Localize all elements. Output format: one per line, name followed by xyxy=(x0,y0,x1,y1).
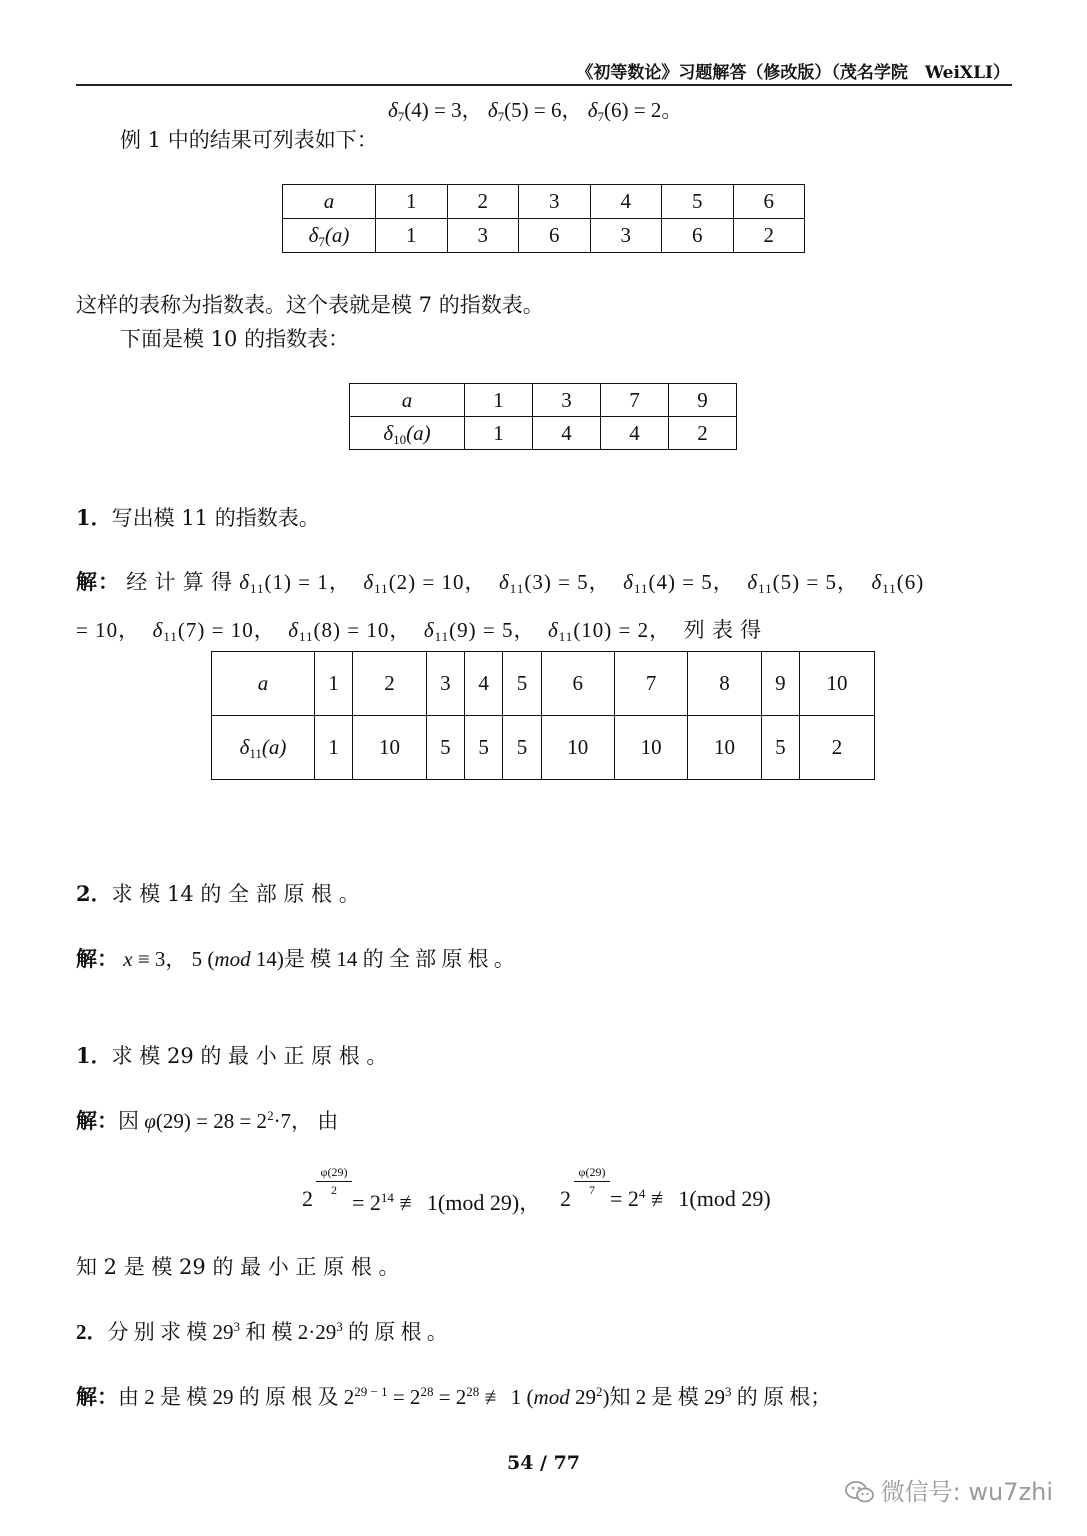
problem-3-question: 1．求 模 29 的 最 小 正 原 根 。 xyxy=(76,1043,388,1068)
table-cell: 4 xyxy=(601,417,669,450)
problem-1-question: 1．写出模 11 的指数表。 xyxy=(76,505,320,530)
problem-3-conclusion: 知 2 是 模 29 的 最 小 正 原 根 。 xyxy=(76,1255,400,1279)
table-cell: 6 xyxy=(541,652,614,716)
table-cell: 1 xyxy=(315,652,353,716)
table-row xyxy=(350,384,737,417)
table-cell: 9 xyxy=(669,384,737,417)
table-cell: 9 xyxy=(761,652,799,716)
problem-3-solution: 解：因 $\varphi(29) = 28 = 2^2\cdot 7$， 由 xyxy=(76,1108,339,1133)
table-cell: 5 xyxy=(503,652,541,716)
table-cell: 6 xyxy=(519,219,591,253)
table-cell: 3 xyxy=(590,219,662,253)
table-cell: 5 xyxy=(761,716,799,780)
table-cell: 2 xyxy=(353,652,426,716)
table-cell: 10 xyxy=(800,652,875,716)
wechat-icon xyxy=(845,1481,875,1503)
table-cell: 3 xyxy=(533,384,601,417)
intro-formula: $\delta_7(4) = 3$， $\delta_7(5) = 6$， $\delta_7(6) = 2$。 xyxy=(388,98,683,124)
table-cell: 2 xyxy=(800,716,875,780)
watermark: 微信号: wu7zhi xyxy=(845,1472,1053,1507)
table-cell: 6 xyxy=(662,219,734,253)
table-cell: 7 xyxy=(614,652,687,716)
table-cell: 4 xyxy=(533,417,601,450)
index-table-mod11 xyxy=(211,651,875,780)
table-head-cell: a xyxy=(212,652,315,716)
example-text: 例 1 中的结果可列表如下： xyxy=(120,128,378,152)
table-cell: 10 xyxy=(541,716,614,780)
table-cell: 2 xyxy=(447,185,519,219)
table-description: 这样的表称为指数表。这个表就是模 7 的指数表。 xyxy=(76,293,544,317)
table-cell: 4 xyxy=(464,652,502,716)
table-head-cell: $\delta_7(a)$ xyxy=(283,219,376,253)
table-cell: 3 xyxy=(519,185,591,219)
table-cell: 10 xyxy=(614,716,687,780)
table-cell: 10 xyxy=(353,716,426,780)
table-cell: 1 xyxy=(376,185,448,219)
problem-4-question: 2．分 别 求 模 $29^3$ 和 模 $2\cdot 29^3$ 的 原 根 。 xyxy=(76,1319,448,1344)
table-cell: 5 xyxy=(464,716,502,780)
problem-4-solution: 解：由 2 是 模 29 的 原 根 及 $2^{29 - 1} = 2^{28} = 2^{28}$ ≢ 1 (mod $29^2$)知 2 是 模 $29^3$ 的 原 根； xyxy=(76,1384,832,1409)
table-cell: 6 xyxy=(733,185,805,219)
table-cell: 5 xyxy=(662,185,734,219)
problem-2-question: 2．求 模 14 的 全 部 原 根 。 xyxy=(76,881,360,906)
table-cell: 1 xyxy=(465,417,533,450)
table-head-cell: $\delta_{10}(a)$ xyxy=(350,417,465,450)
mod10-intro: 下面是模 10 的指数表： xyxy=(120,327,350,351)
table-cell: 5 xyxy=(426,716,464,780)
problem-1-solution-line2: = 10， $\delta_{11}(7) = 10$， $\delta_{11}(8) = 10$， $\delta_{11}(9) = 5$， $\delta_{11}(10) = 2$， 列 表 得 xyxy=(76,618,763,644)
table-cell: 7 xyxy=(601,384,669,417)
header-rule xyxy=(76,84,1012,86)
table-cell: 8 xyxy=(688,652,761,716)
table-row xyxy=(283,185,805,219)
page-number: 54 / 77 xyxy=(506,1452,581,1474)
table-head-cell: $\delta_{11}(a)$ xyxy=(212,716,315,780)
table-row xyxy=(212,716,875,780)
table-cell: 5 xyxy=(503,716,541,780)
table-cell: 1 xyxy=(376,219,448,253)
fraction-exponent: φ(29) 7 xyxy=(574,1165,610,1198)
display-formula: 2 φ(29) 2 = $2^{14}$ ≢ 1(mod 29)， 2 φ(29) 7 = $2^4$ ≢ 1(mod 29) xyxy=(302,1165,771,1215)
table-row xyxy=(283,219,805,253)
table-row xyxy=(350,417,737,450)
table-cell: 1 xyxy=(465,384,533,417)
table-cell: 3 xyxy=(447,219,519,253)
problem-1-solution-line1: 解： 经 计 算 得 $\delta_{11}(1) = 1$， $\delta_{11}(2) = 10$， $\delta_{11}(3) = 5$， $\delta_{11}(4) = 5$， $\delta_{11}(5) = 5$， $\delta_{11}(6)$ xyxy=(76,570,925,596)
table-cell: 2 xyxy=(733,219,805,253)
table-cell: 1 xyxy=(315,716,353,780)
table-cell: 4 xyxy=(590,185,662,219)
table-cell: 2 xyxy=(669,417,737,450)
index-table-mod7 xyxy=(282,184,805,253)
index-table-mod10 xyxy=(349,383,737,450)
table-head-cell: a xyxy=(283,185,376,219)
problem-2-solution: 解： x ≡ 3， 5 (mod 14)是 模 14 的 全 部 原 根 。 xyxy=(76,947,515,971)
table-cell: 10 xyxy=(688,716,761,780)
fraction-exponent: φ(29) 2 xyxy=(316,1165,352,1198)
table-cell: 3 xyxy=(426,652,464,716)
table-head-cell: a xyxy=(350,384,465,417)
table-row xyxy=(212,652,875,716)
page-header: 《初等数论》习题解答（修改版）（茂名学院 WeiXLI） xyxy=(576,63,1010,83)
